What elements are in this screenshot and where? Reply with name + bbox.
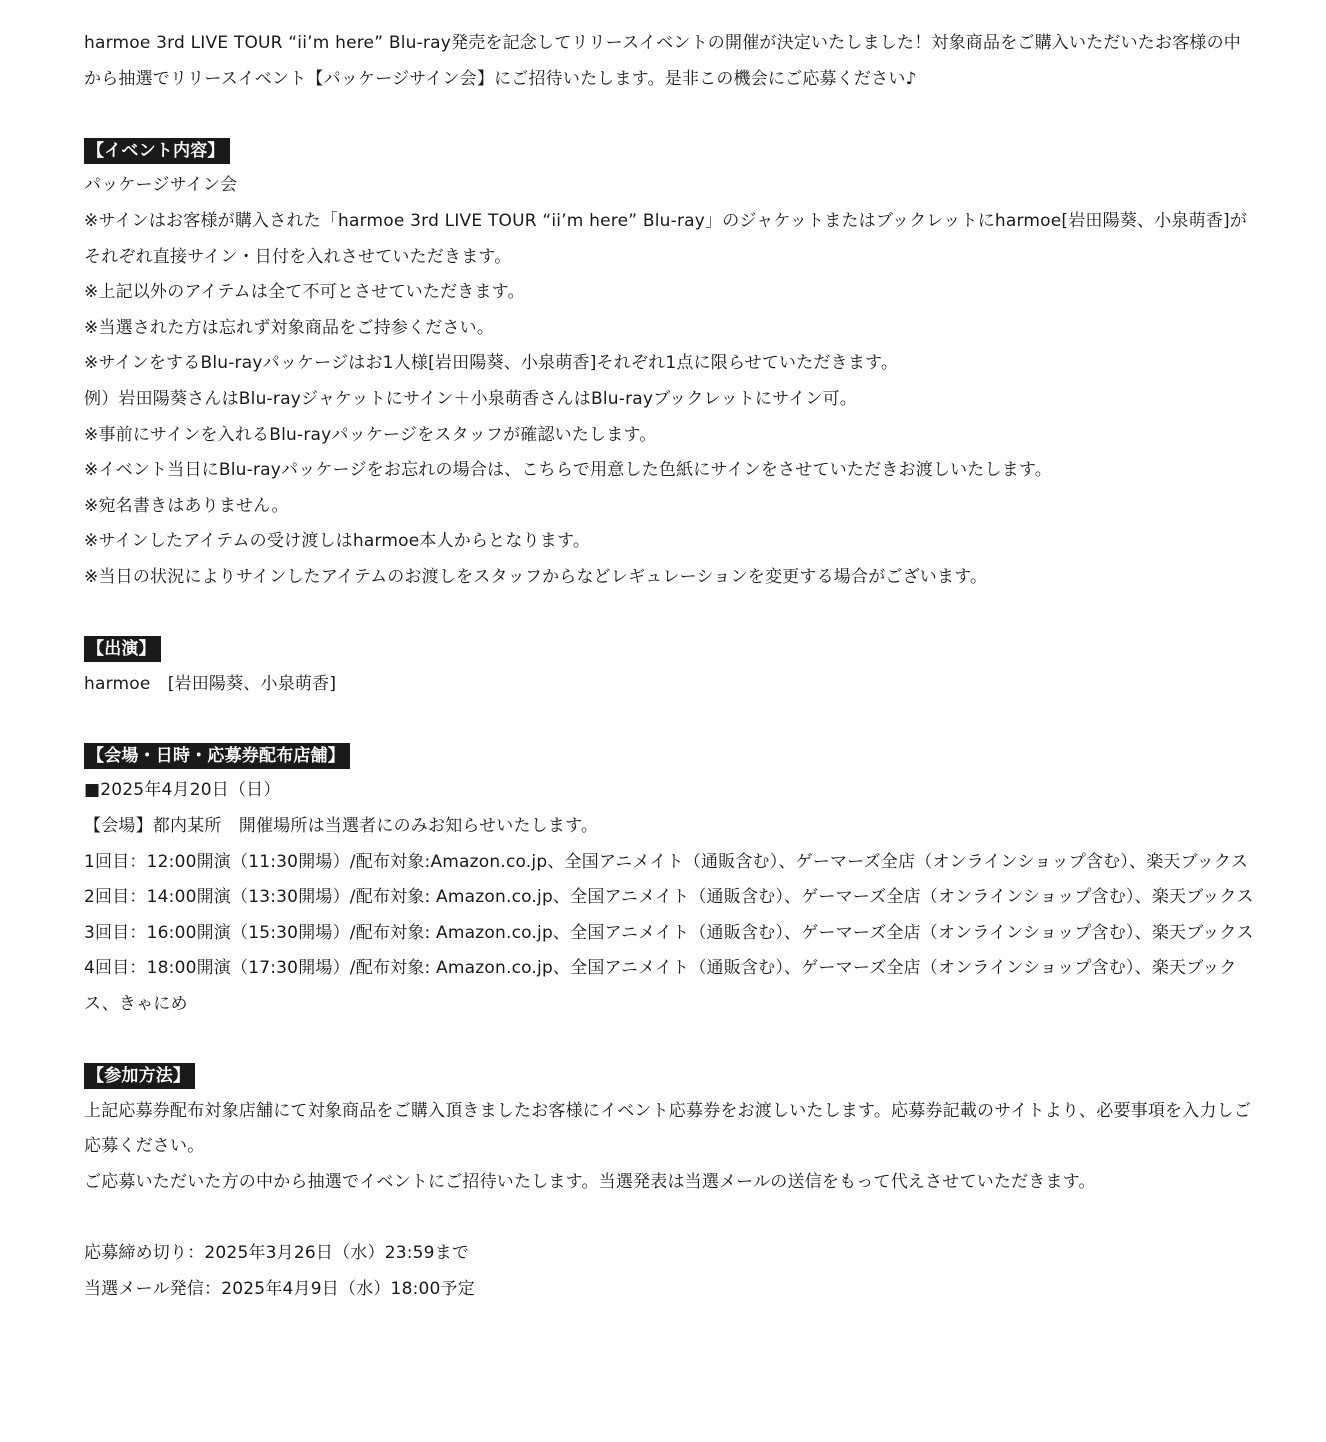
- participation-heading-row: [84, 1058, 1256, 1094]
- event-line: ※サインはお客様が購入された「harmoe 3rd LIVE TOUR “ii’m here” Blu-ray」のジャケットまたはブックレットにharmoe[岩田陽葵、小泉萌香]がそれぞれ直接サイン・日付を入れさせていただきます。: [84, 210, 1248, 267]
- event-heading-row: [84, 133, 1256, 169]
- event-line: ※当日の状況によりサインしたアイテムのお渡しをスタッフからなどレギュレーションを変更する場合がございます。: [84, 566, 988, 587]
- event-line: 例）岩田陽葵さんはBlu-rayジャケットにサイン＋小泉萌香さんはBlu-rayブックレットにサイン可。: [84, 388, 857, 409]
- deadline-line: 当選メール発信：2025年4月9日（水）18:00予定: [84, 1278, 475, 1299]
- venue-heading-row: [84, 738, 1256, 774]
- event-line: ※事前にサインを入れるBlu-rayパッケージをスタッフが確認いたします。: [84, 424, 657, 445]
- cast-heading-row: [84, 631, 1256, 667]
- spacer: [84, 97, 1256, 133]
- event-line: ※イベント当日にBlu-rayパッケージをお忘れの場合は、こちらで用意した色紙にサインをさせていただきお渡しいたします。: [84, 460, 1052, 481]
- event-date: ■2025年4月20日（日）: [84, 780, 281, 801]
- venue-heading: 【会場・日時・応募券配布店舗】: [84, 743, 350, 769]
- venue-line: 【会場】都内某所 開催場所は当選者にのみお知らせいたします。: [84, 816, 599, 837]
- deadline-line: 応募締め切り：2025年3月26日（水）23:59まで: [84, 1243, 470, 1264]
- session-line: 3回目：16:00開演（15:30開場）/配布対象: Amazon.co.jp、全国アニメイト（通販含む）、ゲーマーズ全店（オンラインショップ含む）、楽天ブックス: [84, 922, 1254, 943]
- cast-heading: 【出演】: [84, 636, 161, 662]
- cast-line: harmoe [岩田陽葵、小泉萌香]: [84, 673, 337, 694]
- participation-line: ご応募いただいた方の中から抽選でイベントにご招待いたします。当選発表は当選メールの送信をもって代えさせていただきます。: [84, 1172, 1096, 1192]
- spacer: [84, 702, 1256, 738]
- event-line: ※当選された方は忘れず対象商品をご持参ください。: [84, 317, 495, 338]
- session-line: 1回目：12:00開演（11:30開場）/配布対象:Amazon.co.jp、全国アニメイト（通販含む）、ゲーマーズ全店（オンラインショップ含む）、楽天ブックス: [84, 851, 1249, 872]
- spacer: [84, 596, 1256, 632]
- event-line: ※上記以外のアイテムは全て不可とさせていただきます。: [84, 282, 525, 303]
- event-line: ※サインしたアイテムの受け渡しはharmoe本人からとなります。: [84, 531, 591, 552]
- intro-paragraph: harmoe 3rd LIVE TOUR “ii’m here” Blu-ray発売を記念してリリースイベントの開催が決定いたしました！対象商品をご購入いただいたお客様の中から抽選でリリースイベント【パッケージサイン会】にご招待いたします。是非この機会にご応募ください♪: [84, 33, 1241, 89]
- event-line: ※宛名書きはありません。: [84, 495, 289, 516]
- event-heading: 【イベント内容】: [84, 138, 230, 164]
- participation-line: 上記応募券配布対象店舗にて対象商品をご購入頂きましたお客様にイベント応募券をお渡しいたします。応募券記載のサイトより、必要事項を入力しご応募ください。: [84, 1100, 1252, 1157]
- session-line: 4回目：18:00開演（17:30開場）/配布対象: Amazon.co.jp、全国アニメイト（通販含む）、ゲーマーズ全店（オンラインショップ含む）、楽天ブックス、きゃにめ: [84, 958, 1237, 1015]
- session-line: 2回目：14:00開演（13:30開場）/配布対象: Amazon.co.jp、全国アニメイト（通販含む）、ゲーマーズ全店（オンラインショップ含む）、楽天ブックス: [84, 887, 1254, 908]
- event-line: ※サインをするBlu-rayパッケージはお1人様[岩田陽葵、小泉萌香]それぞれ1点に限らせていただきます。: [84, 353, 899, 374]
- participation-heading: 【参加方法】: [84, 1063, 195, 1089]
- event-line: パッケージサイン会: [84, 175, 238, 196]
- spacer: [84, 1201, 1256, 1237]
- announcement-article: [84, 26, 1256, 1307]
- spacer: [84, 1023, 1256, 1059]
